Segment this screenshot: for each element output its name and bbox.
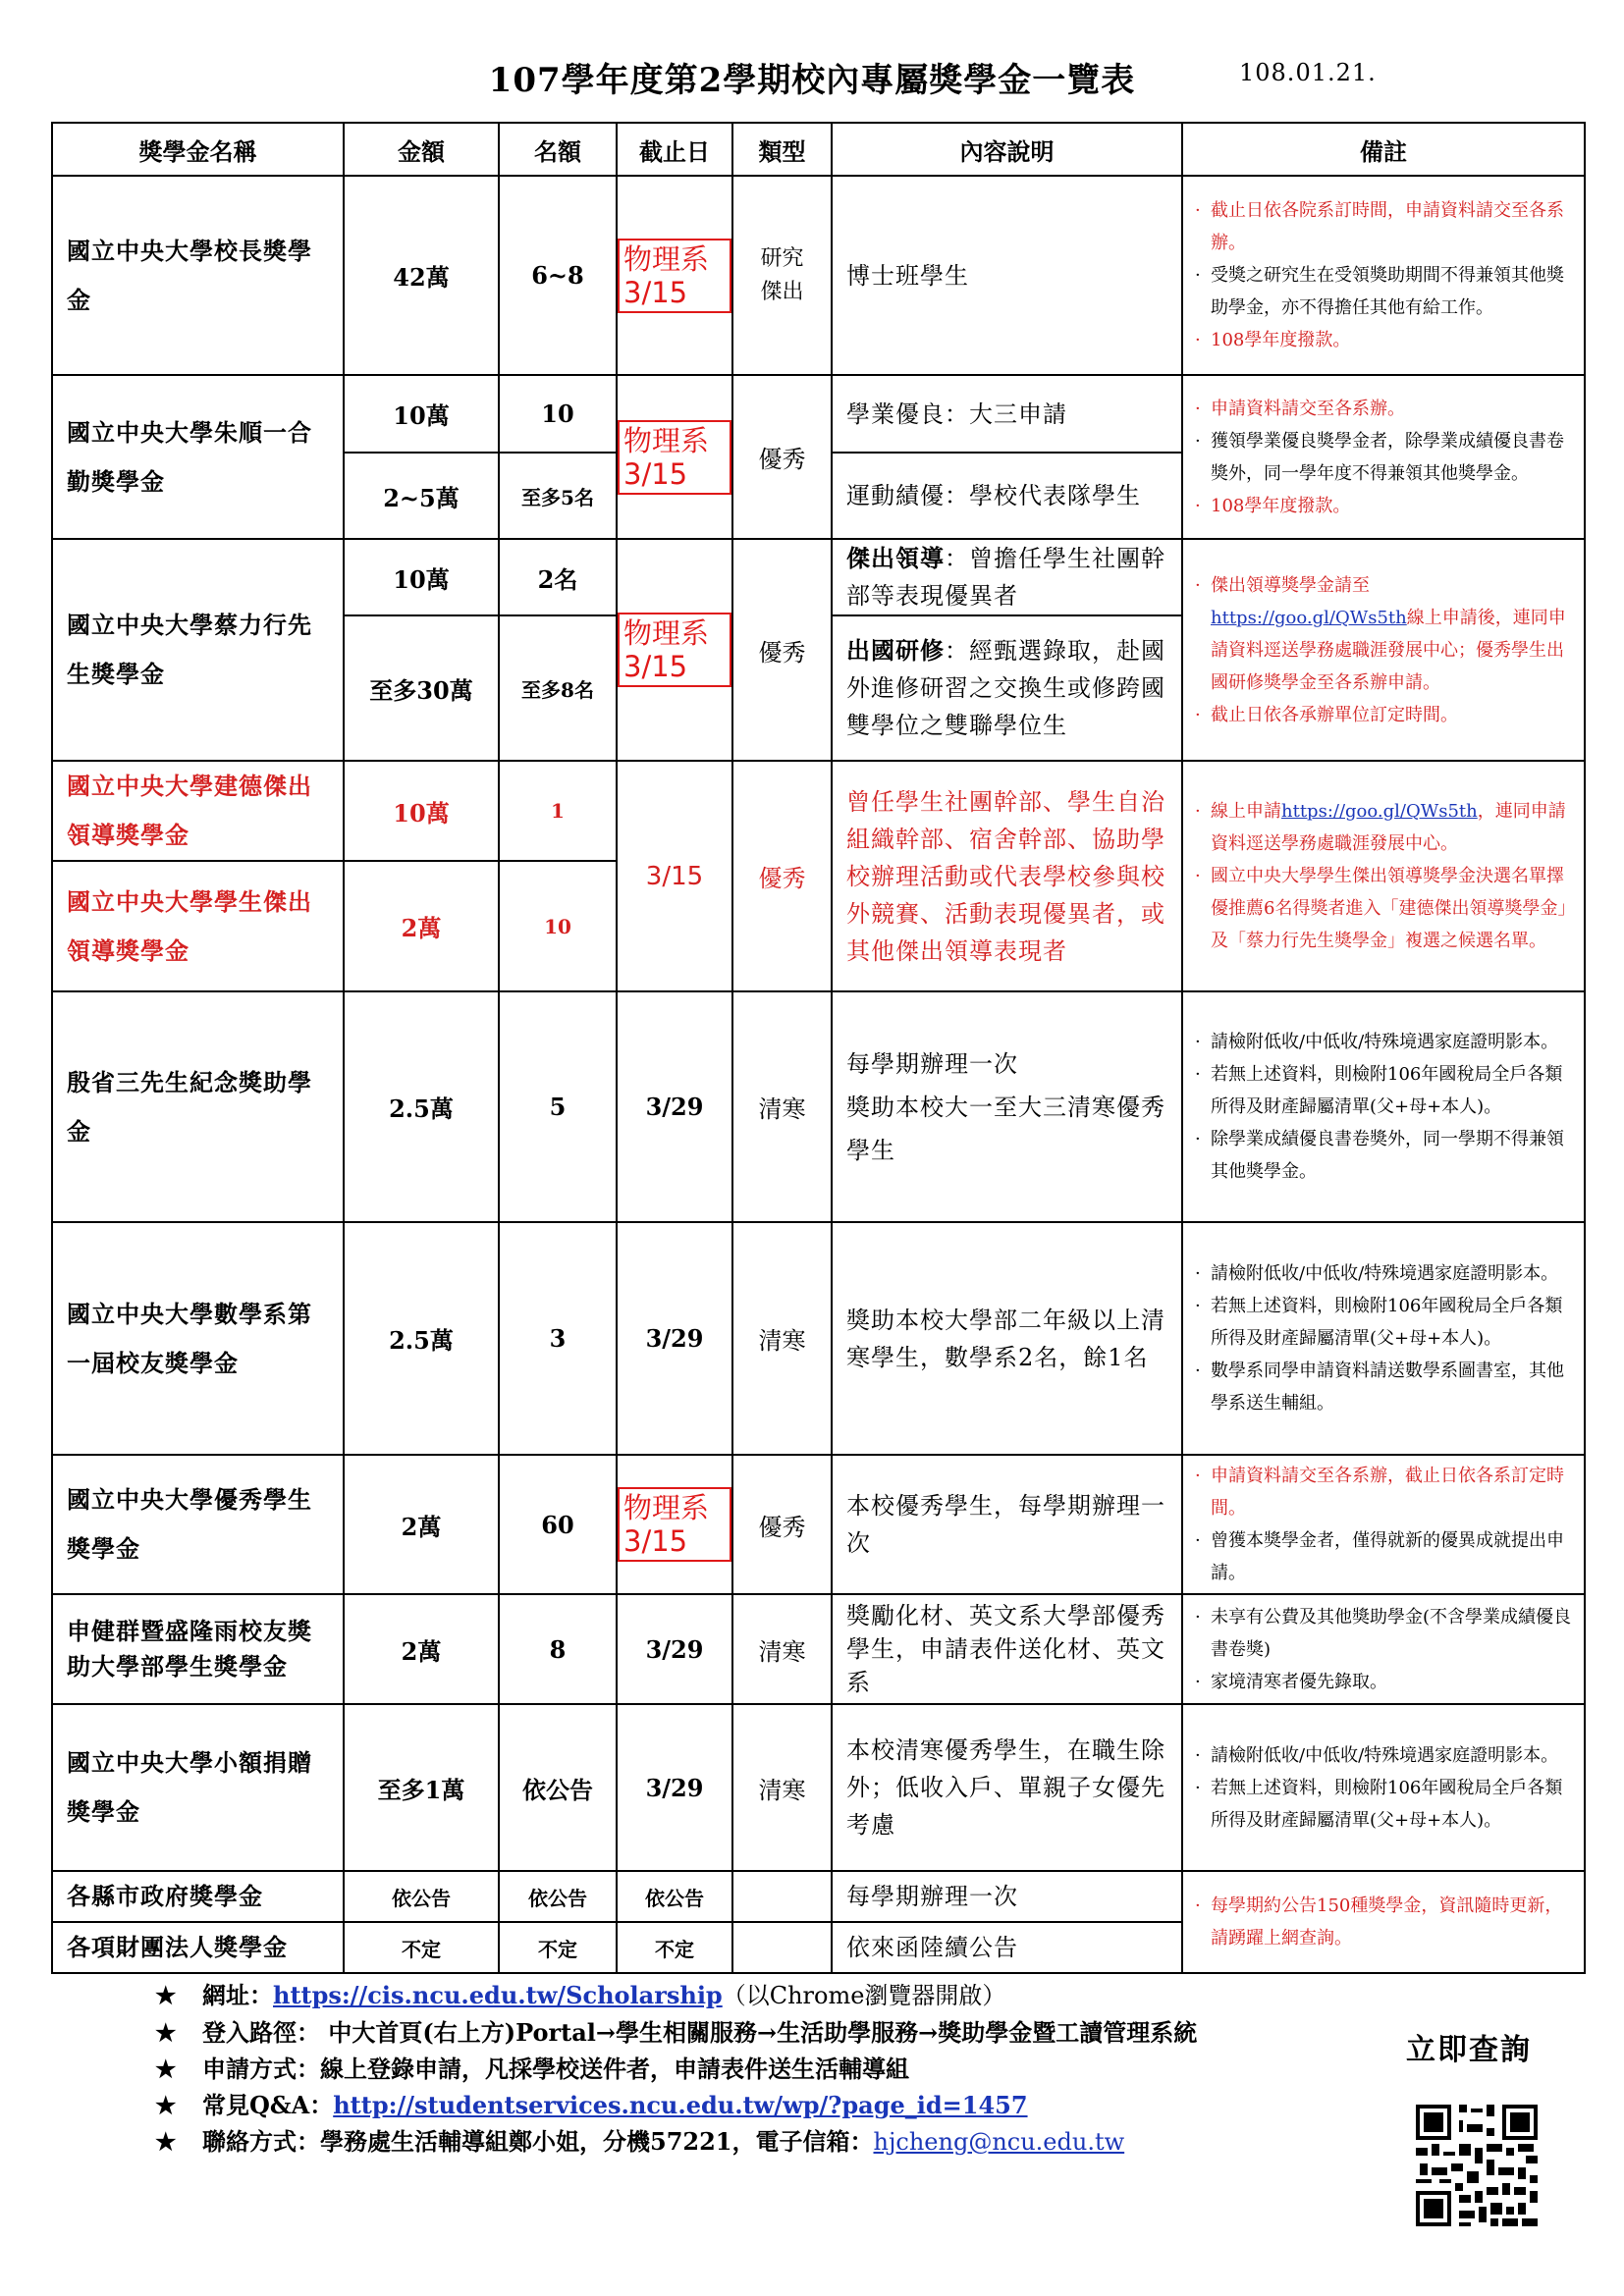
type bbox=[732, 1871, 832, 1922]
type: 優秀 bbox=[732, 539, 832, 761]
description: 傑出領導：曾擔任學生社團幹部等表現優異者 bbox=[832, 539, 1182, 615]
quota: 10 bbox=[499, 861, 617, 991]
footer-info bbox=[155, 1977, 1432, 2161]
physics-stamp: 物理系 3/15 bbox=[618, 613, 731, 687]
table-row bbox=[52, 375, 1585, 453]
note-item: · 線上申請https://goo.gl/QWs5th，連同申請資料逕送學務處職涯發展中心。 bbox=[1195, 795, 1574, 860]
description: 獎勵化材、英文系大學部優秀學生，申請表件送化材、英文系 bbox=[832, 1594, 1182, 1704]
scholarship-name: 各縣市政府獎學金 bbox=[52, 1871, 344, 1922]
description: 獎助本校大學部二年級以上清寒學生，數學系2名，餘1名 bbox=[832, 1222, 1182, 1455]
deadline-stamp bbox=[617, 176, 732, 375]
note-item: · 獲領學業優良獎學金者，除學業成績優良書卷獎外，同一學年度不得兼領其他獎學金。 bbox=[1195, 425, 1574, 490]
description: 博士班學生 bbox=[832, 176, 1182, 375]
note-item: · 請檢附低收/中低收/特殊境遇家庭證明影本。 bbox=[1195, 1739, 1574, 1772]
quota: 依公告 bbox=[499, 1704, 617, 1871]
note-item: · 國立中央大學學生傑出領導獎學金決選名單擇優推薦6名得獎者進入「建德傑出領導獎學金」及「蔡力行先生獎學金」複選之候選名單。 bbox=[1195, 860, 1574, 957]
email-link[interactable]: hjcheng@ncu.edu.tw bbox=[873, 2128, 1125, 2156]
qr-caption: 立即查詢 bbox=[1406, 2033, 1532, 2067]
table-row bbox=[52, 1871, 1585, 1922]
notes bbox=[1182, 375, 1585, 539]
description: 曾任學生社團幹部、學生自治組織幹部、宿舍幹部、協助學校辦理活動或代表學校參與校外競賽、活動表現優異者，或其他傑出領導表現者 bbox=[832, 761, 1182, 991]
description: 運動績優：學校代表隊學生 bbox=[832, 453, 1182, 539]
note-item: · 截止日依各院系訂時間，申請資料請交至各系辦。 bbox=[1195, 194, 1574, 259]
physics-stamp: 物理系 3/15 bbox=[618, 1487, 731, 1562]
type: 優秀 bbox=[732, 1455, 832, 1594]
amount: 至多30萬 bbox=[344, 615, 499, 761]
quota: 6~8 bbox=[499, 176, 617, 375]
deadline: 3/15 bbox=[617, 761, 732, 991]
note-item: · 申請資料請交至各系辦。 bbox=[1195, 393, 1574, 425]
amount: 2萬 bbox=[344, 1455, 499, 1594]
note-item: · 家境清寒者優先錄取。 bbox=[1195, 1666, 1574, 1698]
scholarship-table bbox=[51, 122, 1586, 1974]
type: 清寒 bbox=[732, 1704, 832, 1871]
star-icon: ★ bbox=[155, 1981, 177, 2009]
description: 出國研修：經甄選錄取，赴國外進修研習之交換生或修跨國雙學位之雙聯學位生 bbox=[832, 615, 1182, 761]
quota: 依公告 bbox=[499, 1871, 617, 1922]
note-item: · 數學系同學申請資料請送數學系圖書室，其他學系送生輔組。 bbox=[1195, 1355, 1574, 1419]
note-item: · 若無上述資料，則檢附106年國稅局全戶各類所得及財產歸屬清單(父+母+本人)。 bbox=[1195, 1772, 1574, 1837]
note-item: · 108學年度撥款。 bbox=[1195, 324, 1574, 356]
deadline-stamp bbox=[617, 375, 732, 539]
note-item: · 若無上述資料，則檢附106年國稅局全戶各類所得及財產歸屬清單(父+母+本人)。 bbox=[1195, 1058, 1574, 1123]
amount: 2.5萬 bbox=[344, 1222, 499, 1455]
scholarship-name: 國立中央大學數學系第一屆校友獎學金 bbox=[52, 1222, 344, 1455]
scholarship-name: 國立中央大學建德傑出領導獎學金 bbox=[52, 761, 344, 861]
notes bbox=[1182, 761, 1585, 991]
scholarship-name: 國立中央大學小額捐贈獎學金 bbox=[52, 1704, 344, 1871]
deadline-stamp bbox=[617, 1455, 732, 1594]
note-item: · 傑出領導獎學金請至 https://goo.gl/QWs5th線上申請後，連同申請資料逕送學務處職涯發展中心；優秀學生出國研修獎學金至各系辦申請。 bbox=[1195, 569, 1574, 699]
description: 依來函陸續公告 bbox=[832, 1922, 1182, 1973]
type: 研究傑出 bbox=[732, 176, 832, 375]
amount: 42萬 bbox=[344, 176, 499, 375]
scholarship-name: 國立中央大學學生傑出領導獎學金 bbox=[52, 861, 344, 991]
amount: 不定 bbox=[344, 1922, 499, 1973]
note-item: · 請檢附低收/中低收/特殊境遇家庭證明影本。 bbox=[1195, 1026, 1574, 1058]
table-row bbox=[52, 1594, 1585, 1704]
table-header-row bbox=[52, 123, 1585, 176]
amount: 至多1萬 bbox=[344, 1704, 499, 1871]
quota: 至多8名 bbox=[499, 615, 617, 761]
deadline: 不定 bbox=[617, 1922, 732, 1973]
scholarship-name: 殷省三先生紀念獎助學金 bbox=[52, 991, 344, 1222]
col-header-deadline: 截止日 bbox=[617, 123, 732, 176]
notes bbox=[1182, 1455, 1585, 1594]
faq-link[interactable]: http://studentservices.ncu.edu.tw/wp/?page_id=1457 bbox=[333, 2091, 1028, 2119]
star-icon: ★ bbox=[155, 2055, 177, 2083]
description: 每學期辦理一次 bbox=[832, 1871, 1182, 1922]
quota: 5 bbox=[499, 991, 617, 1222]
amount: 2.5萬 bbox=[344, 991, 499, 1222]
table-row bbox=[52, 761, 1585, 861]
deadline: 依公告 bbox=[617, 1871, 732, 1922]
note-item: · 若無上述資料，則檢附106年國稅局全戶各類所得及財產歸屬清單(父+母+本人)。 bbox=[1195, 1290, 1574, 1355]
note-item: · 申請資料請交至各系辦，截止日依各系訂定時間。 bbox=[1195, 1460, 1574, 1524]
amount: 依公告 bbox=[344, 1871, 499, 1922]
amount: 2~5萬 bbox=[344, 453, 499, 539]
amount: 2萬 bbox=[344, 1594, 499, 1704]
quota: 1 bbox=[499, 761, 617, 861]
page-title: 107學年度第2學期校內專屬獎學金一覽表 bbox=[488, 61, 1136, 100]
note-item: · 請檢附低收/中低收/特殊境遇家庭證明影本。 bbox=[1195, 1257, 1574, 1290]
scholarship-name: 申健群暨盛隆雨校友獎助大學部學生獎學金 bbox=[52, 1594, 344, 1704]
apply-link[interactable]: https://goo.gl/QWs5th bbox=[1211, 607, 1407, 628]
scholarship-name: 國立中央大學優秀學生獎學金 bbox=[52, 1455, 344, 1594]
deadline: 3/29 bbox=[617, 991, 732, 1222]
table-row bbox=[52, 1455, 1585, 1594]
scholarship-name: 國立中央大學朱順一合勤獎學金 bbox=[52, 375, 344, 539]
col-header-name: 獎學金名稱 bbox=[52, 123, 344, 176]
apply-link[interactable]: https://goo.gl/QWs5th bbox=[1281, 801, 1478, 822]
note-item: · 除學業成績優良書卷獎外，同一學期不得兼領其他獎學金。 bbox=[1195, 1123, 1574, 1188]
table-row bbox=[52, 176, 1585, 375]
amount: 10萬 bbox=[344, 761, 499, 861]
publish-date: 108.01.21. bbox=[1239, 59, 1377, 86]
note-item: · 未享有公費及其他獎助學金(不含學業成績優良書卷獎) bbox=[1195, 1601, 1574, 1666]
notes bbox=[1182, 539, 1585, 761]
notes bbox=[1182, 176, 1585, 375]
note-item: · 曾獲本獎學金者，僅得就新的優異成就提出申請。 bbox=[1195, 1524, 1574, 1589]
star-icon: ★ bbox=[155, 2127, 177, 2156]
amount: 2萬 bbox=[344, 861, 499, 991]
quota: 不定 bbox=[499, 1922, 617, 1973]
col-header-notes: 備註 bbox=[1182, 123, 1585, 176]
table-row bbox=[52, 991, 1585, 1222]
footer-apply-line: ★ 申請方式：線上登錄申請，凡採學校送件者，申請表件送生活輔導組 bbox=[155, 2051, 1432, 2087]
scholarship-name: 國立中央大學校長獎學金 bbox=[52, 176, 344, 375]
col-header-description: 內容說明 bbox=[832, 123, 1182, 176]
star-icon: ★ bbox=[155, 2091, 177, 2119]
note-item: · 截止日依各承辦單位訂定時間。 bbox=[1195, 699, 1574, 731]
description: 學業優良：大三申請 bbox=[832, 375, 1182, 453]
table-row bbox=[52, 1704, 1585, 1871]
qr-code-icon[interactable] bbox=[1412, 2101, 1542, 2230]
col-header-type: 類型 bbox=[732, 123, 832, 176]
amount: 10萬 bbox=[344, 375, 499, 453]
scholarship-name: 國立中央大學蔡力行先生獎學金 bbox=[52, 539, 344, 761]
quota: 2名 bbox=[499, 539, 617, 615]
description: 本校優秀學生，每學期辦理一次 bbox=[832, 1455, 1182, 1594]
notes bbox=[1182, 1222, 1585, 1455]
footer-contact-line: ★ 聯絡方式：學務處生活輔導組鄭小姐，分機57221，電子信箱：hjcheng@ncu.edu.tw bbox=[155, 2123, 1432, 2161]
deadline: 3/29 bbox=[617, 1222, 732, 1455]
footer-faq-line: ★ 常見Q&A：http://studentservices.ncu.edu.tw/wp/?page_id=1457 bbox=[155, 2087, 1432, 2123]
type: 清寒 bbox=[732, 1222, 832, 1455]
note-item: · 受獎之研究生在受領獎助期間不得兼領其他獎助學金，亦不得擔任其他有給工作。 bbox=[1195, 259, 1574, 324]
description: 每學期辦理一次 獎助本校大一至大三清寒優秀學生 bbox=[832, 991, 1182, 1222]
type: 清寒 bbox=[732, 991, 832, 1222]
notes bbox=[1182, 1871, 1585, 1973]
footer-url-line: ★ 網址：https://cis.ncu.edu.tw/Scholarship（以Chrome瀏覽器開啟） bbox=[155, 1977, 1432, 2014]
type: 優秀 bbox=[732, 375, 832, 539]
col-header-amount: 金額 bbox=[344, 123, 499, 176]
table-row bbox=[52, 1222, 1585, 1455]
deadline-stamp bbox=[617, 539, 732, 761]
physics-stamp: 物理系 3/15 bbox=[618, 239, 731, 313]
table-row bbox=[52, 539, 1585, 615]
description: 本校清寒優秀學生，在職生除外；低收入戶、單親子女優先考慮 bbox=[832, 1704, 1182, 1871]
deadline: 3/29 bbox=[617, 1704, 732, 1871]
type bbox=[732, 1922, 832, 1973]
type: 清寒 bbox=[732, 1594, 832, 1704]
note-item: · 每學期約公告150種獎學金，資訊隨時更新，請踴躍上網查詢。 bbox=[1195, 1890, 1574, 1954]
scholarship-url-link[interactable]: https://cis.ncu.edu.tw/Scholarship bbox=[273, 1981, 723, 2009]
star-icon: ★ bbox=[155, 2018, 177, 2047]
col-header-quota: 名額 bbox=[499, 123, 617, 176]
quota: 至多5名 bbox=[499, 453, 617, 539]
physics-stamp: 物理系 3/15 bbox=[618, 420, 731, 495]
notes bbox=[1182, 991, 1585, 1222]
notes bbox=[1182, 1594, 1585, 1704]
deadline: 3/29 bbox=[617, 1594, 732, 1704]
quota: 10 bbox=[499, 375, 617, 453]
footer-login-line: ★ 登入路徑： 中大首頁(右上方)Portal→學生相關服務→生活助學服務→獎助學金暨工讀管理系統 bbox=[155, 2014, 1432, 2051]
type: 優秀 bbox=[732, 761, 832, 991]
quota: 3 bbox=[499, 1222, 617, 1455]
notes bbox=[1182, 1704, 1585, 1871]
page-header bbox=[0, 53, 1624, 102]
quota: 8 bbox=[499, 1594, 617, 1704]
quota: 60 bbox=[499, 1455, 617, 1594]
amount: 10萬 bbox=[344, 539, 499, 615]
scholarship-name: 各項財團法人獎學金 bbox=[52, 1922, 344, 1973]
note-item: · 108學年度撥款。 bbox=[1195, 490, 1574, 522]
